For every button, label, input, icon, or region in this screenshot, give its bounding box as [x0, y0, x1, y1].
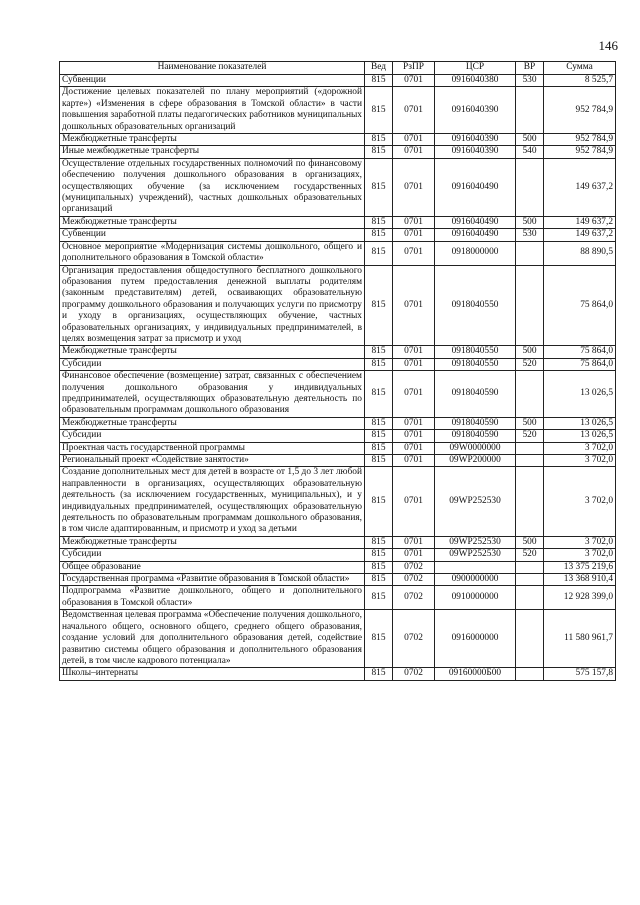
cell-rzpr: 0702 — [393, 610, 435, 668]
cell-csr — [435, 561, 516, 573]
cell-ved: 815 — [365, 430, 393, 442]
header-name: Наименование показателей — [60, 62, 365, 75]
cell-csr: 0916040490 — [435, 158, 516, 216]
cell-rzpr: 0701 — [393, 216, 435, 228]
cell-sum: 952 784,9 — [544, 87, 616, 134]
cell-rzpr: 0701 — [393, 442, 435, 454]
table-row — [60, 668, 616, 680]
cell-rzpr: 0701 — [393, 417, 435, 429]
cell-sum: 8 525,7 — [544, 75, 616, 87]
cell-rzpr: 0701 — [393, 430, 435, 442]
cell-sum: 88 890,5 — [544, 241, 616, 265]
cell-vr — [516, 467, 544, 536]
cell-vr — [516, 586, 544, 610]
table-row — [60, 146, 616, 158]
cell-sum: 13 026,5 — [544, 371, 616, 418]
cell-sum: 13 026,5 — [544, 417, 616, 429]
cell-vr: 500 — [516, 417, 544, 429]
cell-sum: 13 026,5 — [544, 430, 616, 442]
cell-vr: 530 — [516, 75, 544, 87]
table-row — [60, 549, 616, 561]
header-rzpr: РзПР — [393, 62, 435, 75]
cell-ved: 815 — [365, 371, 393, 418]
cell-vr — [516, 668, 544, 680]
cell-csr: 0916040390 — [435, 134, 516, 146]
cell-ved: 815 — [365, 87, 393, 134]
cell-csr: 0910000000 — [435, 586, 516, 610]
cell-name: Осуществление отдельных государственных полномочий по финансовому обеспечению получения дошкольного образования в организациях, осуществляющих обучение (за исключением государственных (муниципальных) учреждений), частных дошкольных образовательных организаций — [60, 158, 365, 216]
cell-csr: 0916040390 — [435, 87, 516, 134]
page-number: 146 — [598, 38, 618, 53]
cell-name: Школы–интернаты — [60, 668, 365, 680]
cell-csr: 09WP200000 — [435, 455, 516, 467]
cell-vr: 520 — [516, 549, 544, 561]
header-vr: ВР — [516, 62, 544, 75]
cell-csr: 0916040490 — [435, 216, 516, 228]
cell-vr — [516, 574, 544, 586]
cell-rzpr: 0701 — [393, 358, 435, 370]
cell-vr — [516, 610, 544, 668]
cell-csr: 0918040590 — [435, 430, 516, 442]
cell-vr — [516, 561, 544, 573]
cell-sum: 11 580 961,7 — [544, 610, 616, 668]
cell-sum: 13 375 219,6 — [544, 561, 616, 573]
cell-sum: 3 702,0 — [544, 467, 616, 536]
cell-ved: 815 — [365, 241, 393, 265]
cell-csr: 09160000Б00 — [435, 668, 516, 680]
cell-vr: 520 — [516, 358, 544, 370]
cell-ved: 815 — [365, 216, 393, 228]
cell-sum: 3 702,0 — [544, 536, 616, 548]
table-row — [60, 610, 616, 668]
table-row — [60, 574, 616, 586]
cell-name: Региональный проект «Содействие занятости» — [60, 455, 365, 467]
cell-vr: 500 — [516, 134, 544, 146]
cell-ved: 815 — [365, 467, 393, 536]
cell-ved: 815 — [365, 610, 393, 668]
cell-sum: 952 784,9 — [544, 134, 616, 146]
cell-rzpr: 0701 — [393, 241, 435, 265]
cell-sum: 12 928 399,0 — [544, 586, 616, 610]
cell-sum: 3 702,0 — [544, 549, 616, 561]
cell-name: Межбюджетные трансферты — [60, 417, 365, 429]
cell-rzpr: 0702 — [393, 574, 435, 586]
cell-name: Субсидии — [60, 358, 365, 370]
cell-name: Организация предоставления общедоступного бесплатного дошкольного образования путем предоставления денежной выплаты родителям (законным представителям) детей, осваивающих образовательную программу дошкольного образования и получающих услуги по присмотру и уходу в организациях, осуществляющих обучение, частных образовательных организациях, у индивидуальных предпринимателей, в целях возмещения затрат за присмотр и уход — [60, 265, 365, 346]
cell-csr: 0916040490 — [435, 229, 516, 241]
cell-csr: 0916040380 — [435, 75, 516, 87]
cell-vr: 540 — [516, 146, 544, 158]
cell-rzpr: 0701 — [393, 467, 435, 536]
cell-rzpr: 0701 — [393, 229, 435, 241]
cell-ved: 815 — [365, 346, 393, 358]
cell-csr: 0918040550 — [435, 265, 516, 346]
cell-vr — [516, 87, 544, 134]
table-header-row — [60, 62, 616, 75]
cell-ved: 815 — [365, 417, 393, 429]
cell-csr: 0916040390 — [435, 146, 516, 158]
cell-rzpr: 0701 — [393, 158, 435, 216]
cell-sum: 75 864,0 — [544, 346, 616, 358]
table-row — [60, 87, 616, 134]
cell-name: Создание дополнительных мест для детей в возрасте от 1,5 до 3 лет любой направленности в организациях, осуществляющих образовательную деятельность (за исключением государственных, муниципальных), и у индивидуальных предпринимателей, осуществляющих образовательную деятельность по образовательным программам дошкольного образования, в том числе адаптированным, и присмотр и уход за детьми — [60, 467, 365, 536]
table-row — [60, 467, 616, 536]
cell-csr: 0918040590 — [435, 371, 516, 418]
table-row — [60, 265, 616, 346]
cell-name: Основное мероприятие «Модернизация системы дошкольного, общего и дополнительного образования в Томской области» — [60, 241, 365, 265]
table-row — [60, 442, 616, 454]
cell-sum: 3 702,0 — [544, 442, 616, 454]
cell-rzpr: 0701 — [393, 346, 435, 358]
table-row — [60, 134, 616, 146]
cell-name: Субсидии — [60, 549, 365, 561]
cell-csr: 0916000000 — [435, 610, 516, 668]
cell-csr: 0900000000 — [435, 574, 516, 586]
cell-vr — [516, 241, 544, 265]
cell-name: Межбюджетные трансферты — [60, 346, 365, 358]
cell-rzpr: 0701 — [393, 549, 435, 561]
cell-vr: 500 — [516, 346, 544, 358]
cell-vr: 500 — [516, 216, 544, 228]
header-csr: ЦСР — [435, 62, 516, 75]
table-row — [60, 75, 616, 87]
budget-table — [59, 61, 616, 681]
cell-rzpr: 0701 — [393, 134, 435, 146]
cell-csr: 09W0000000 — [435, 442, 516, 454]
cell-ved: 815 — [365, 146, 393, 158]
cell-rzpr: 0701 — [393, 265, 435, 346]
cell-ved: 815 — [365, 536, 393, 548]
cell-name: Достижение целевых показателей по плану мероприятий («дорожной карте») «Изменения в сфере образования в Томской области» в части повышения заработной платы педагогических работников муниципальных дошкольных образовательных организаций — [60, 87, 365, 134]
cell-csr: 09WP252530 — [435, 549, 516, 561]
cell-ved: 815 — [365, 668, 393, 680]
header-sum: Сумма — [544, 62, 616, 75]
cell-rzpr: 0701 — [393, 87, 435, 134]
cell-name: Общее образование — [60, 561, 365, 573]
cell-vr — [516, 455, 544, 467]
cell-sum: 75 864,0 — [544, 358, 616, 370]
cell-sum: 149 637,2 — [544, 216, 616, 228]
table-row — [60, 158, 616, 216]
cell-ved: 815 — [365, 229, 393, 241]
cell-name: Субсидии — [60, 430, 365, 442]
cell-ved: 815 — [365, 455, 393, 467]
cell-vr — [516, 265, 544, 346]
cell-vr — [516, 158, 544, 216]
cell-sum: 952 784,9 — [544, 146, 616, 158]
cell-ved: 815 — [365, 586, 393, 610]
cell-name: Субвенции — [60, 229, 365, 241]
cell-sum: 575 157,8 — [544, 668, 616, 680]
cell-ved: 815 — [365, 549, 393, 561]
cell-csr: 0918040550 — [435, 358, 516, 370]
cell-name: Финансовое обеспечение (возмещение) затрат, связанных с обеспечением получения дошкольного образования у индивидуальных предпринимателей, осуществляющих образовательную деятельность по образовательным программам дошкольного образования — [60, 371, 365, 418]
table-row — [60, 536, 616, 548]
table-row — [60, 417, 616, 429]
cell-ved: 815 — [365, 358, 393, 370]
cell-name: Межбюджетные трансферты — [60, 134, 365, 146]
cell-name: Государственная программа «Развитие образования в Томской области» — [60, 574, 365, 586]
cell-rzpr: 0702 — [393, 561, 435, 573]
cell-ved: 815 — [365, 158, 393, 216]
cell-name: Подпрограмма «Развитие дошкольного, общего и дополнительного образования в Томской области» — [60, 586, 365, 610]
cell-name: Субвенции — [60, 75, 365, 87]
table-row — [60, 241, 616, 265]
cell-vr: 530 — [516, 229, 544, 241]
cell-name: Межбюджетные трансферты — [60, 536, 365, 548]
cell-csr: 0918040590 — [435, 417, 516, 429]
cell-sum: 149 637,2 — [544, 158, 616, 216]
cell-ved: 815 — [365, 134, 393, 146]
cell-name: Ведомственная целевая программа «Обеспечение получения дошкольного, начального общего, основного общего, среднего общего образования, создание условий для дополнительного образования детей, содействие развитию системы общего образования и дополнительного образования детей, в том числе кадрового потенциала» — [60, 610, 365, 668]
cell-ved: 815 — [365, 442, 393, 454]
table-row — [60, 346, 616, 358]
cell-name: Иные межбюджетные трансферты — [60, 146, 365, 158]
table-row — [60, 586, 616, 610]
cell-vr — [516, 442, 544, 454]
cell-csr: 0918000000 — [435, 241, 516, 265]
table-row — [60, 216, 616, 228]
cell-ved: 815 — [365, 75, 393, 87]
cell-ved: 815 — [365, 265, 393, 346]
cell-sum: 75 864,0 — [544, 265, 616, 346]
table-row — [60, 455, 616, 467]
table-row — [60, 358, 616, 370]
cell-rzpr: 0701 — [393, 75, 435, 87]
cell-csr: 09WP252530 — [435, 536, 516, 548]
table-row — [60, 430, 616, 442]
cell-sum: 13 368 910,4 — [544, 574, 616, 586]
cell-vr: 500 — [516, 536, 544, 548]
table-row — [60, 371, 616, 418]
cell-rzpr: 0701 — [393, 536, 435, 548]
cell-rzpr: 0701 — [393, 455, 435, 467]
cell-rzpr: 0701 — [393, 371, 435, 418]
table-row — [60, 561, 616, 573]
cell-sum: 149 637,2 — [544, 229, 616, 241]
cell-ved: 815 — [365, 561, 393, 573]
cell-sum: 3 702,0 — [544, 455, 616, 467]
cell-rzpr: 0702 — [393, 586, 435, 610]
cell-ved: 815 — [365, 574, 393, 586]
table-body — [60, 75, 616, 681]
cell-rzpr: 0702 — [393, 668, 435, 680]
cell-rzpr: 0701 — [393, 146, 435, 158]
cell-csr: 0918040550 — [435, 346, 516, 358]
cell-csr: 09WP252530 — [435, 467, 516, 536]
cell-vr — [516, 371, 544, 418]
header-ved: Вед — [365, 62, 393, 75]
cell-name: Проектная часть государственной программы — [60, 442, 365, 454]
cell-vr: 520 — [516, 430, 544, 442]
table-row — [60, 229, 616, 241]
cell-name: Межбюджетные трансферты — [60, 216, 365, 228]
